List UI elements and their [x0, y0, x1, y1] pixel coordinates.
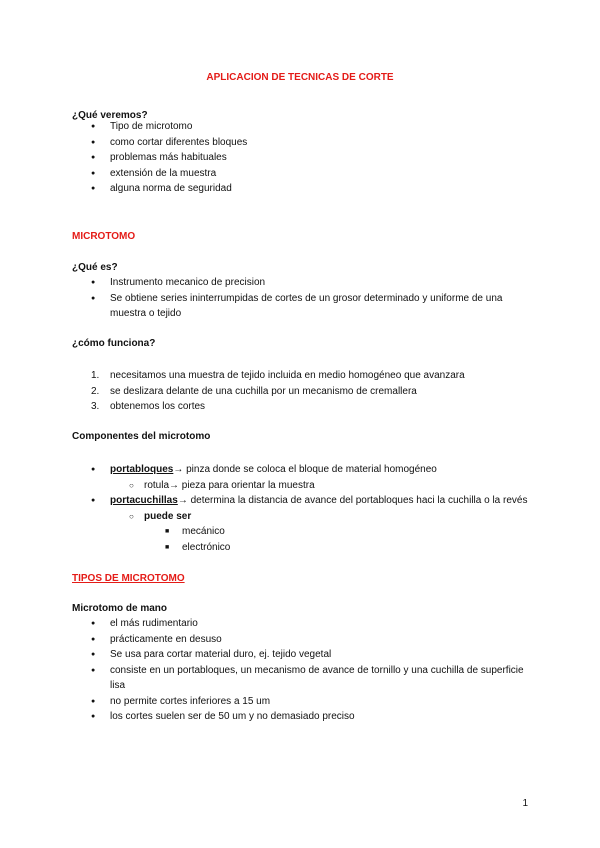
list-item: ● Tipo de microtomo — [110, 119, 247, 135]
list-item: 1. necesitamos una muestra de tejido incluida en medio homogéneo que avanzara — [110, 368, 465, 384]
bullet-icon: ● — [91, 138, 96, 146]
page-number: 1 — [522, 798, 528, 809]
list-item: ● Se obtiene series ininterrumpidas de cortes de un grosor determinado y uniforme de una — [110, 291, 502, 307]
list-item: ● prácticamente en desuso — [110, 632, 524, 648]
list-item: ● el más rudimentario — [110, 616, 524, 632]
list-item: ● no permite cortes inferiores a 15 um — [110, 694, 524, 710]
bullet-icon: ● — [91, 666, 96, 674]
list-item-continuation: muestra o tejido — [110, 308, 182, 319]
bullet-icon: ● — [91, 713, 96, 720]
list-item: 2. se deslizara delante de una cuchilla por un mecanismo de cremallera — [110, 384, 465, 400]
bullet-icon: ● — [91, 497, 96, 504]
list-item: 3. obtenemos los cortes — [110, 399, 465, 415]
componentes-heading: Componentes del microtomo — [72, 431, 211, 442]
list-item: ● los cortes suelen ser de 50 um y no demasiado preciso — [110, 709, 524, 725]
que-es-list — [91, 275, 503, 322]
list-item: ● consiste en un portabloques, un mecanismo de avance de tornillo y una cuchilla de superficie — [110, 663, 524, 679]
bullet-icon: ● — [91, 294, 96, 302]
bullet-icon: ● — [91, 279, 96, 286]
bullet-icon: ● — [91, 635, 96, 643]
que-es-heading: ¿Qué es? — [72, 262, 118, 273]
square-bullet-icon: ■ — [165, 528, 170, 535]
bullet-icon: ● — [91, 123, 96, 130]
microtomo-mano-list — [91, 616, 524, 725]
list-item: ● Instrumento mecanico de precision — [110, 275, 502, 291]
tipos-microtomo-heading: TIPOS DE MICROTOMO — [72, 573, 185, 584]
bullet-icon: ● — [91, 154, 96, 161]
bullet-icon: ● — [91, 651, 96, 658]
componentes-list — [91, 462, 550, 555]
list-item: ● alguna norma de seguridad — [110, 181, 247, 197]
list-number: 2. — [91, 385, 100, 397]
bullet-icon: ● — [91, 466, 96, 473]
list-item: ● Se usa para cortar material duro, ej. tejido vegetal — [110, 647, 524, 663]
list-item: ● extensión de la muestra — [110, 166, 247, 182]
document-title: APLICACION DE TECNICAS DE CORTE — [206, 72, 394, 83]
microtomo-mano-heading: Microtomo de mano — [72, 603, 168, 614]
list-item: ○ puede ser — [144, 509, 550, 525]
bullet-icon: ● — [91, 620, 96, 627]
circle-bullet-icon: ○ — [129, 511, 134, 521]
list-item: ● problemas más habituales — [110, 150, 247, 166]
list-number: 3. — [91, 401, 100, 412]
bullet-icon: ● — [91, 185, 96, 192]
bullet-icon: ● — [91, 169, 96, 177]
list-item: ■ electrónico — [182, 540, 550, 556]
como-funciona-list — [91, 368, 465, 415]
list-item-continuation: lisa — [110, 680, 126, 691]
bullet-icon: ● — [91, 697, 96, 705]
como-funciona-heading: ¿cómo funciona? — [72, 338, 156, 349]
list-item: ● portabloques→ pinza donde se coloca el bloque de material homogéneo — [110, 462, 550, 478]
list-item: ● como cortar diferentes bloques — [110, 135, 247, 151]
circle-bullet-icon: ○ — [129, 480, 134, 490]
list-number: 1. — [91, 370, 100, 381]
list-item: ○ rotula→ pieza para orientar la muestra — [144, 478, 550, 494]
que-veremos-list — [91, 119, 248, 197]
que-veremos-heading: ¿Qué veremos? — [72, 110, 148, 121]
list-item: ● portacuchillas→ determina la distancia de avance del portabloques haci la cuchilla o la revés — [110, 493, 550, 509]
list-item: ■ mecánico — [182, 524, 550, 540]
microtomo-heading: MICROTOMO — [72, 231, 136, 242]
square-bullet-icon: ■ — [165, 543, 170, 551]
